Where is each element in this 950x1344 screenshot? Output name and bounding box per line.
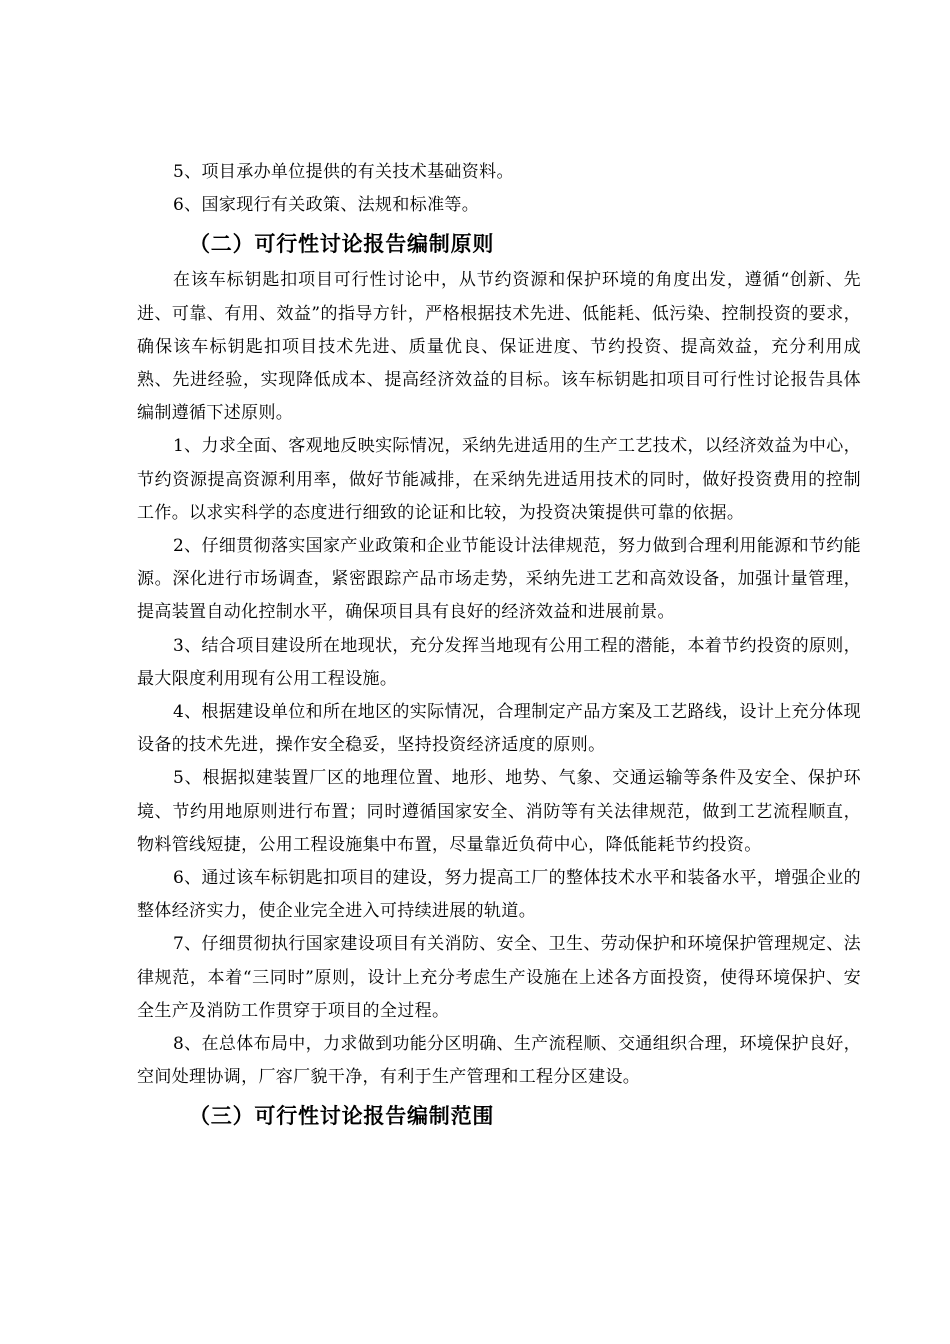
principle-5: 5、根据拟建装置厂区的地理位置、地形、地势、气象、交通运输等条件及安全、保护环境、节约用地原则进行布置；同时遵循国家安全、消防等有关法律规范，做到工艺流程顺直，物料管线短捷，公用工程设施集中布置，尽量靠近负荷中心，降低能耗节约投资。 [137,768,861,855]
principle-3: 3、结合项目建设所在地现状，充分发挥当地现有公用工程的潜能，本着节约投资的原则，最大限度利用现有公用工程设施。 [137,635,861,689]
principle-2: 2、仔细贯彻落实国家产业政策和企业节能设计法律规范，努力做到合理利用能源和节约能源。深化进行市场调查，紧密跟踪产品市场走势，采纳先进工艺和高效设备，加强计量管理，提高装置自动化控制水平，确保项目具有良好的经济效益和进展前景。 [137,536,861,623]
principle-8: 8、在总体布局中，力求做到功能分区明确、生产流程顺、交通组织合理，环境保护良好，空间处理协调，厂容厂貌干净，有利于生产管理和工程分区建设。 [137,1034,861,1088]
principle-6: 6、通过该车标钥匙扣项目的建设，努力提高工厂的整体技术水平和装备水平，增强企业的整体经济实力，使企业完全进入可持续进展的轨道。 [137,868,861,922]
principle-7: 7、仔细贯彻执行国家建设项目有关消防、安全、卫生、劳动保护和环境保护管理规定、法律规范，本着“三同时”原则，设计上充分考虑生产设施在上述各方面投资，使得环境保护、安全生产及消防工作贯穿于项目的全过程。 [137,934,861,1021]
principle-1: 1、力求全面、客观地反映实际情况，采纳先进适用的生产工艺技术，以经济效益为中心，节约资源提高资源利用率，做好节能减排，在采纳先进适用技术的同时，做好投资费用的控制工作。以求实科学的态度进行细致的论证和比较，为投资决策提供可靠的依据。 [137,436,861,523]
section-heading-principles: （二）可行性讨论报告编制原则 [189,232,495,257]
reference-item-6: 6、国家现行有关政策、法规和标准等。 [173,195,480,216]
section-heading-scope: （三）可行性讨论报告编制范围 [189,1104,495,1129]
principles-intro-paragraph: 在该车标钥匙扣项目可行性讨论中，从节约资源和保护环境的角度出发，遵循“创新、先进、可靠、有用、效益”的指导方针，严格根据技术先进、低能耗、低污染、控制投资的要求，确保该车标钥匙扣项目技术先进、质量优良、保证进度、节约投资、提高效益，充分利用成熟、先进经验，实现降低成本、提高经济效益的目标。该车标钥匙扣项目可行性讨论报告具体编制遵循下述原则。 [137,270,861,424]
principle-4: 4、根据建设单位和所在地区的实际情况，合理制定产品方案及工艺路线，设计上充分体现设备的技术先进，操作安全稳妥，坚持投资经济适度的原则。 [137,702,861,756]
document-body [137,156,861,1136]
reference-item-5: 5、项目承办单位提供的有关技术基础资料。 [173,162,514,182]
